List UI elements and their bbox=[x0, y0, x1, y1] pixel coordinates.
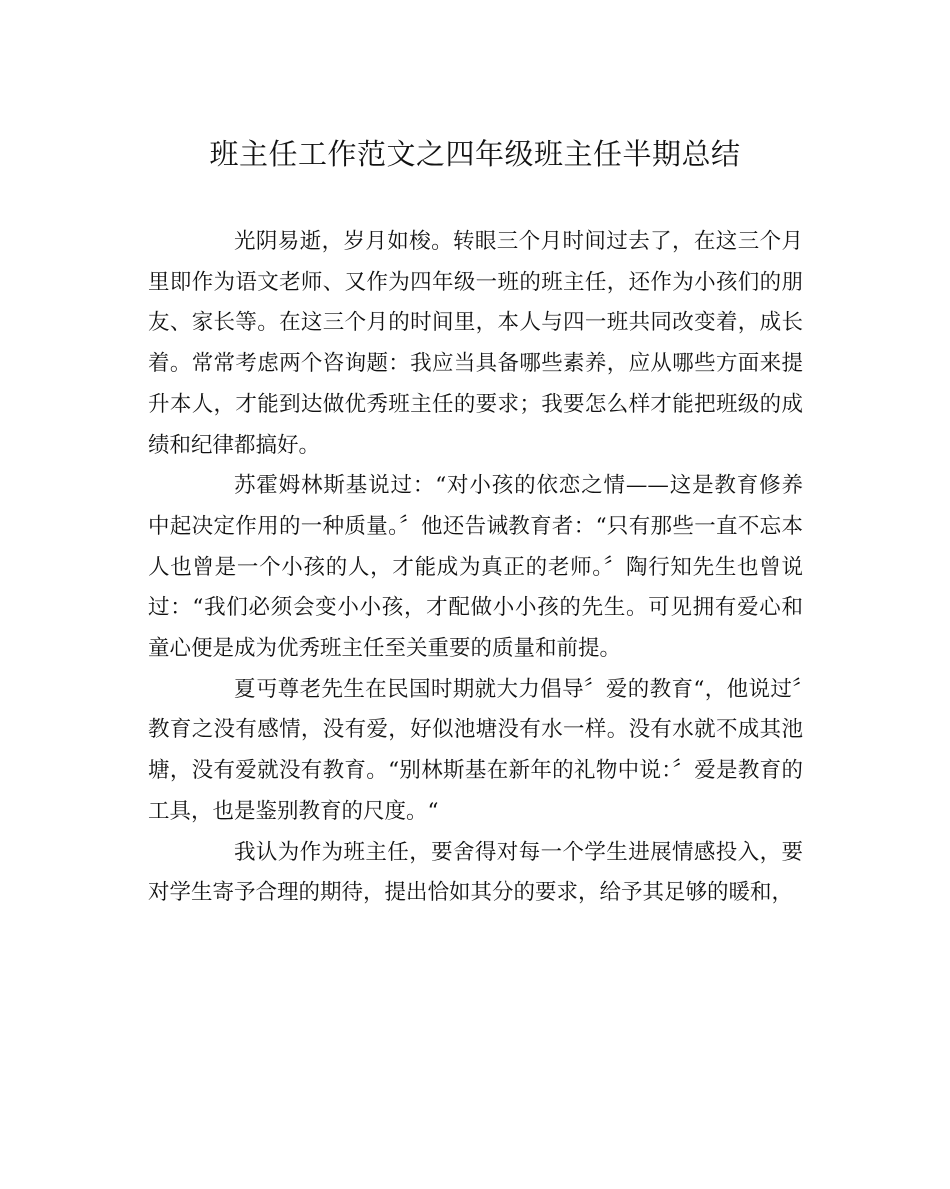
paragraph: 夏丏尊老先生在民国时期就大力倡导〞爱的教育“，他说过〞教育之没有感情，没有爱，好似池塘没有水一样。没有水就不成其池塘，没有爱就没有教育。“别林斯基在新年的礼物中说：〞爱是教育的工具，也是鉴别教育的尺度。“ bbox=[148, 676, 803, 824]
paragraph: 光阴易逝，岁月如梭。转眼三个月时间过去了，在这三个月里即作为语文老师、又作为四年级一班的班主任，还作为小孩们的朋友、家长等。在这三个月的时间里，本人与四一班共同改变着，成长着。常常考虑两个咨询题：我应当具备哪些素养，应从哪些方面来提升本人，才能到达做优秀班主任的要求；我要怎么样才能把班级的成绩和纪律都搞好。 bbox=[148, 229, 803, 458]
document-title: 班主任工作范文之四年级班主任半期总结 bbox=[209, 137, 741, 171]
document-body bbox=[148, 222, 803, 914]
paragraph: 苏霍姆林斯基说过：“对小孩的依恋之情——这是教育修养中起决定作用的一种质量。〞他还告诫教育者：“只有那些一直不忘本人也曾是一个小孩的人，才能成为真正的老师。〞陶行知先生也曾说过：“我们必须会变小小孩，才配做小小孩的先生。可见拥有爱心和童心便是成为优秀班主任至关重要的质量和前提。 bbox=[148, 473, 803, 662]
paragraph: 我认为作为班主任，要舍得对每一个学生进展情感投入，要对学生寄予合理的期待，提出恰如其分的要求，给予其足够的暖和， bbox=[148, 839, 803, 906]
